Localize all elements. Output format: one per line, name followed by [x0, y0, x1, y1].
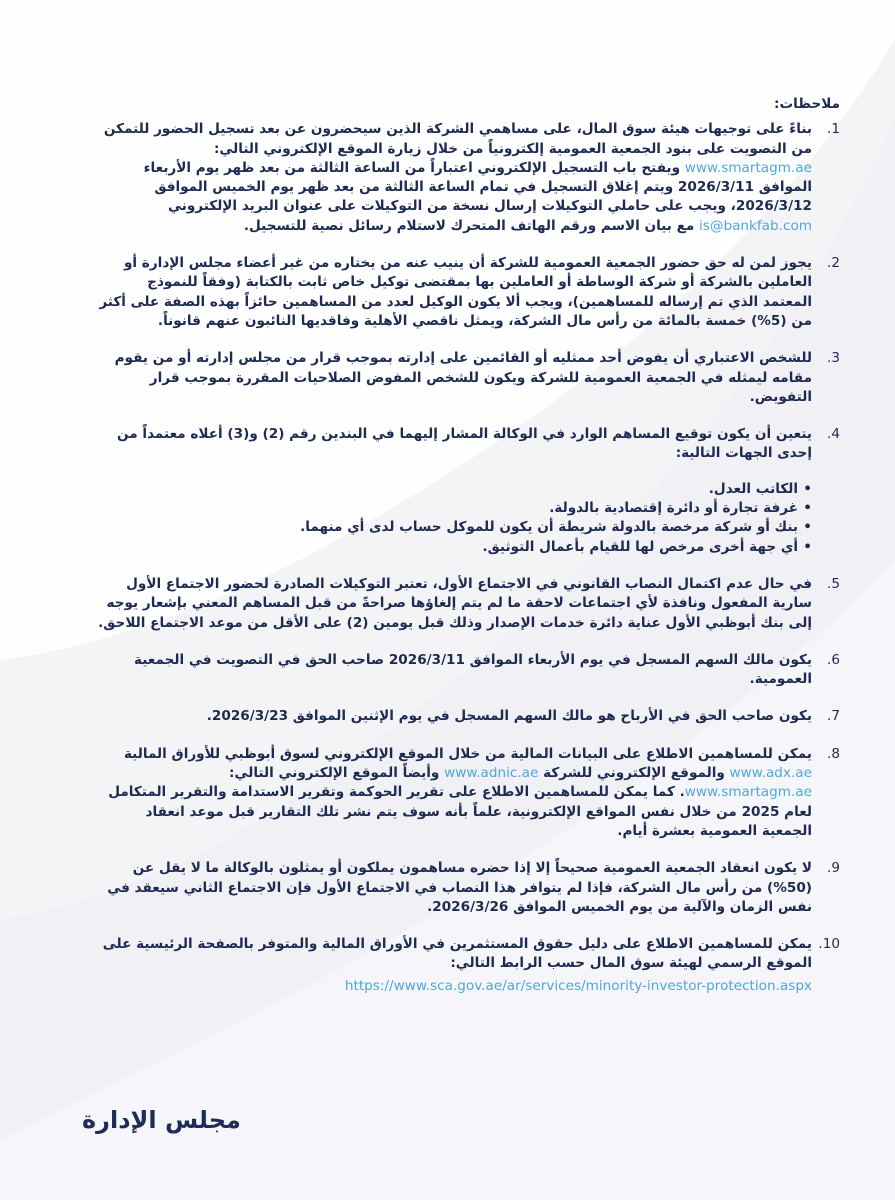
- smartagm-link[interactable]: www.smartagm.ae: [684, 784, 812, 801]
- note-text: مع بيان الاسم ورقم الهاتف المتحرك لاستلام رسائل نصية للتسجيل.: [243, 217, 699, 234]
- note-number: 3.: [827, 350, 840, 367]
- note-text: يكون صاحب الحق في الأرباح هو مالك السهم المسجل في يوم الإثنين الموافق 2026/3/23.: [206, 708, 812, 725]
- note-text: يمكن للمساهمين الاطلاع على البيانات المالية من خلال الموقع الإلكتروني لسوق أبوظبي للأوراق المالية: [123, 745, 812, 762]
- note-text: يتعين أن يكون توقيع المساهم الوارد في الوكالة المشار إليهما في البندين رقم (2) و(3) أعلاه معتمداً من إحدى الجهات التالية:: [117, 426, 812, 462]
- note-number: 5.: [827, 575, 840, 592]
- note-number: 10.: [818, 936, 840, 953]
- note-item-6: [98, 651, 840, 690]
- note-number: 7.: [827, 708, 840, 725]
- note-item-9: [98, 859, 840, 917]
- email-link[interactable]: is@bankfab.com: [699, 217, 812, 234]
- note-text: في حال عدم اكتمال النصاب القانوني في الاجتماع الأول، تعتبر التوكيلات الصادرة لحضور الاجتماع الأول سارية المفعول ونافذة لأي اجتماعات لاحقة ما لم يتم إلغاؤها صراحةً من قبل المساهم المعني بإشعار يوجه إلى بنك أبوظبي الأول عناية دائرة خدمات الإصدار وذلك قبل يومين (2) على الأقل من موعد الاجتماع اللاحق.: [98, 575, 812, 631]
- note-text: وأيضاً الموقع الإلكتروني التالي:: [229, 765, 445, 782]
- list-item: • غرفة تجارة أو دائرة إقتصادية بالدولة.: [98, 499, 812, 518]
- authority-list: [98, 480, 812, 557]
- note-text: بناءً على توجيهات هيئة سوق المال، على مساهمي الشركة الذين سيحضرون عن بعد تسجيل الحضور للتمكن من التصويت على بنود الجمعية العمومية إلكترونياً من خلال زيارة الموقع الإلكتروني التالي:: [103, 121, 812, 157]
- note-number: 2.: [827, 255, 840, 272]
- note-text: يمكن للمساهمين الاطلاع على دليل حقوق المستثمرين في الأوراق المالية والمتوفر بالصفحة الرئيسية على الموقع الرسمي لهيئة سوق المال حسب الرابط التالي:: [102, 936, 812, 972]
- note-number: 4.: [827, 426, 840, 443]
- note-text: يجوز لمن له حق حضور الجمعية العمومية للشركة أن ينيب عنه من يختاره من غير أعضاء مجلس الإدارة أو العاملين بالشركة أو شركة الوساطة أو العاملين بها بمقتضى توكيل خاص ثابت بالكتابة (وفقاً للنموذج المعتمد الذي تم إرساله للمساهمين)، ويجب ألا يكون الوكيل لعدد من المساهمين حائزاً بهذه الصفة على أكثر من (5%) خمسة بالمائة من رأس مال الشركة، ويمثل ناقصي الأهلية وفاقديها النائبون عنهم قانوناً.: [99, 255, 812, 329]
- note-item-5: [98, 575, 840, 633]
- board-signature: مجلس الإدارة: [82, 1106, 241, 1134]
- note-text: يكون مالك السهم المسجل في يوم الأربعاء الموافق 2026/3/11 صاحب الحق في التصويت في الجمعية العمومية.: [134, 651, 812, 688]
- note-item-4: [98, 425, 840, 557]
- note-text: للشخص الاعتباري أن يفوض أحد ممثليه أو القائمين على إدارته بموجب قرار من مجلس إدارته أو من يقوم مقامه ليمثله في الجمعية العمومية للشركة ويكون للشخص المفوض الصلاحيات المقررة بموجب قرار التفويض.: [114, 350, 812, 405]
- list-item: • الكاتب العدل.: [98, 480, 812, 499]
- note-text: لا يكون انعقاد الجمعية العمومية صحيحاً إلا إذا حضره مساهمون يملكون أو يمثلون بالوكالة ما لا يقل عن (50%) من رأس مال الشركة، فإذا لم يتوافر هذا النصاب في الاجتماع الأول فإن الاجتماع الثاني سيعقد في نفس الزمان والآلية من يوم الخميس الموافق 2026/3/26.: [107, 860, 812, 915]
- note-text: ويفتح باب التسجيل الإلكتروني اعتباراً من الساعة الثالثة من بعد ظهر يوم الأربعاء الموافق 2026/3/11 ويتم إغلاق التسجيل في تمام الساعة الثالثة من بعد ظهر يوم الخميس الموافق 2026/3/12، ويجب على حاملي التوكيلات إرسال نسخة من التوكيلات على عنوان البريد الإلكتروني: [143, 159, 812, 215]
- note-item-1: [98, 120, 840, 236]
- note-number: 9.: [827, 860, 840, 877]
- note-item-10: [98, 935, 840, 996]
- list-item: • بنك أو شركة مرخصة بالدولة شريطة أن يكون للموكل حساب لدى أي منهما.: [98, 518, 812, 537]
- note-text: . كما يمكن للمساهمين الاطلاع على تقرير الحوكمة وتقرير الاستدامة والتقرير المتكامل لعام 2025 من خلال نفس المواقع الإلكترونية، علماً بأنه سوف يتم نشر تلك التقارير قبل موعد انعقاد الجمعية العمومية بعشرة أيام.: [108, 784, 812, 839]
- note-item-8: [98, 745, 840, 841]
- note-number: 1.: [827, 121, 840, 138]
- adx-link[interactable]: www.adx.ae: [729, 765, 812, 782]
- list-item: • أي جهة أخرى مرخص لها للقيام بأعمال التوثيق.: [98, 538, 812, 557]
- note-item-2: [98, 254, 840, 331]
- notes-section: [98, 95, 840, 996]
- notes-heading: ملاحظات:: [774, 96, 840, 112]
- smartagm-link[interactable]: www.smartagm.ae: [684, 159, 812, 176]
- note-item-3: [98, 349, 840, 407]
- note-text: والموقع الإلكتروني للشركة: [538, 765, 730, 782]
- note-number: 8.: [827, 745, 840, 762]
- notes-list: [98, 120, 840, 996]
- note-number: 6.: [827, 651, 840, 668]
- adnic-link[interactable]: www.adnic.ae: [444, 765, 539, 782]
- note-item-7: [98, 707, 840, 726]
- sca-link[interactable]: https://www.sca.gov.ae/ar/services/minority-investor-protection.aspx: [344, 977, 812, 994]
